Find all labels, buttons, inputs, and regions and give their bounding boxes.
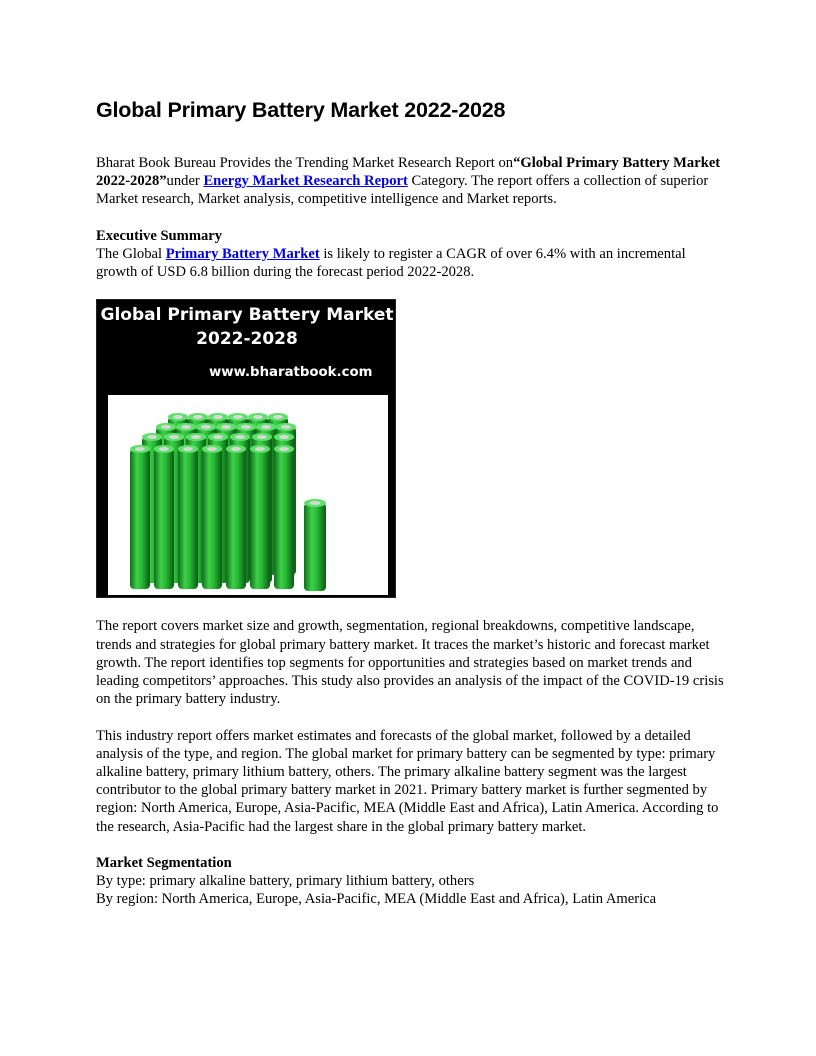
- intro-report-name: “Global Primary Battery Market 2022-2028”: [96, 155, 721, 190]
- segmentation-by-region: By region: North America, Europe, Asia-Pacific, MEA (Middle East and Africa), Latin America: [96, 891, 657, 908]
- energy-market-report-link[interactable]: Energy Market Research Report: [203, 173, 408, 190]
- battery-cell-22: [178, 445, 198, 589]
- cover-title: [97, 300, 397, 351]
- intro-paragraph: [96, 154, 726, 209]
- battery-cell-20: [130, 445, 150, 589]
- report-coverage-paragraph: The report covers market size and growth, segmentation, regional breakdowns, competitive landscape, trends and strategies for global primary battery market. It traces the market’s historic and forecast market growth. The report identifies top segments for opportunities and strategies based on market trends and leading competitors’ approaches. This study also provides an analysis of the impact of the COVID-19 crisis on the primary battery industry.: [96, 618, 724, 708]
- cover-image: [96, 299, 396, 598]
- executive-summary-heading: Executive Summary: [96, 227, 223, 244]
- market-segmentation-heading: Market Segmentation: [96, 855, 232, 872]
- batteries-illustration: [108, 395, 388, 595]
- intro-suffix: Category. The report offers a collection of superior Market research, Market analysis, competitive intelligence and Market reports.: [96, 173, 709, 208]
- primary-battery-market-link[interactable]: Primary Battery Market: [165, 246, 320, 262]
- industry-report-paragraph: This industry report offers market estimates and forecasts of the global market, followed by a detailed analysis of the type, and region. The global market for primary battery can be segmented by type: primary alkaline battery, primary lithium battery, others. The primary alkaline battery segment was the largest contributor to the global primary battery market in 2021. Primary battery market is further segmented by region: North America, Europe, Asia-Pacific, MEA (Middle East and Africa), Latin America. According to the research, Asia-Pacific had the largest share in the global primary battery market.: [96, 727, 719, 835]
- intro-prefix: Bharat Book Bureau Provides the Trending Market Research Report on: [96, 155, 514, 171]
- segmentation-by-type: By type: primary alkaline battery, primary lithium battery, others: [96, 873, 475, 890]
- battery-cell-21: [154, 445, 174, 589]
- executive-summary-text: [96, 245, 726, 281]
- intro-under: under: [166, 173, 204, 190]
- battery-cell-27: [304, 499, 326, 591]
- battery-cell-24: [226, 445, 246, 589]
- battery-cell-26: [274, 445, 294, 589]
- exec-suffix: is likely to register a CAGR of over 6.4% with an incremental growth of USD 6.8 billion during the forecast period 2022-2028.: [96, 246, 686, 281]
- cover-title-line1: Global Primary Battery Market: [100, 305, 394, 326]
- exec-prefix: The Global: [96, 246, 166, 262]
- document-content: [96, 96, 726, 909]
- battery-photo: [108, 395, 388, 595]
- battery-cell-25: [250, 445, 270, 589]
- page-title: Global Primary Battery Market 2022-2028: [96, 98, 506, 122]
- cover-url: www.bharatbook.com: [209, 365, 373, 381]
- battery-cell-23: [202, 445, 222, 589]
- cover-title-line2: 2022-2028: [196, 329, 298, 350]
